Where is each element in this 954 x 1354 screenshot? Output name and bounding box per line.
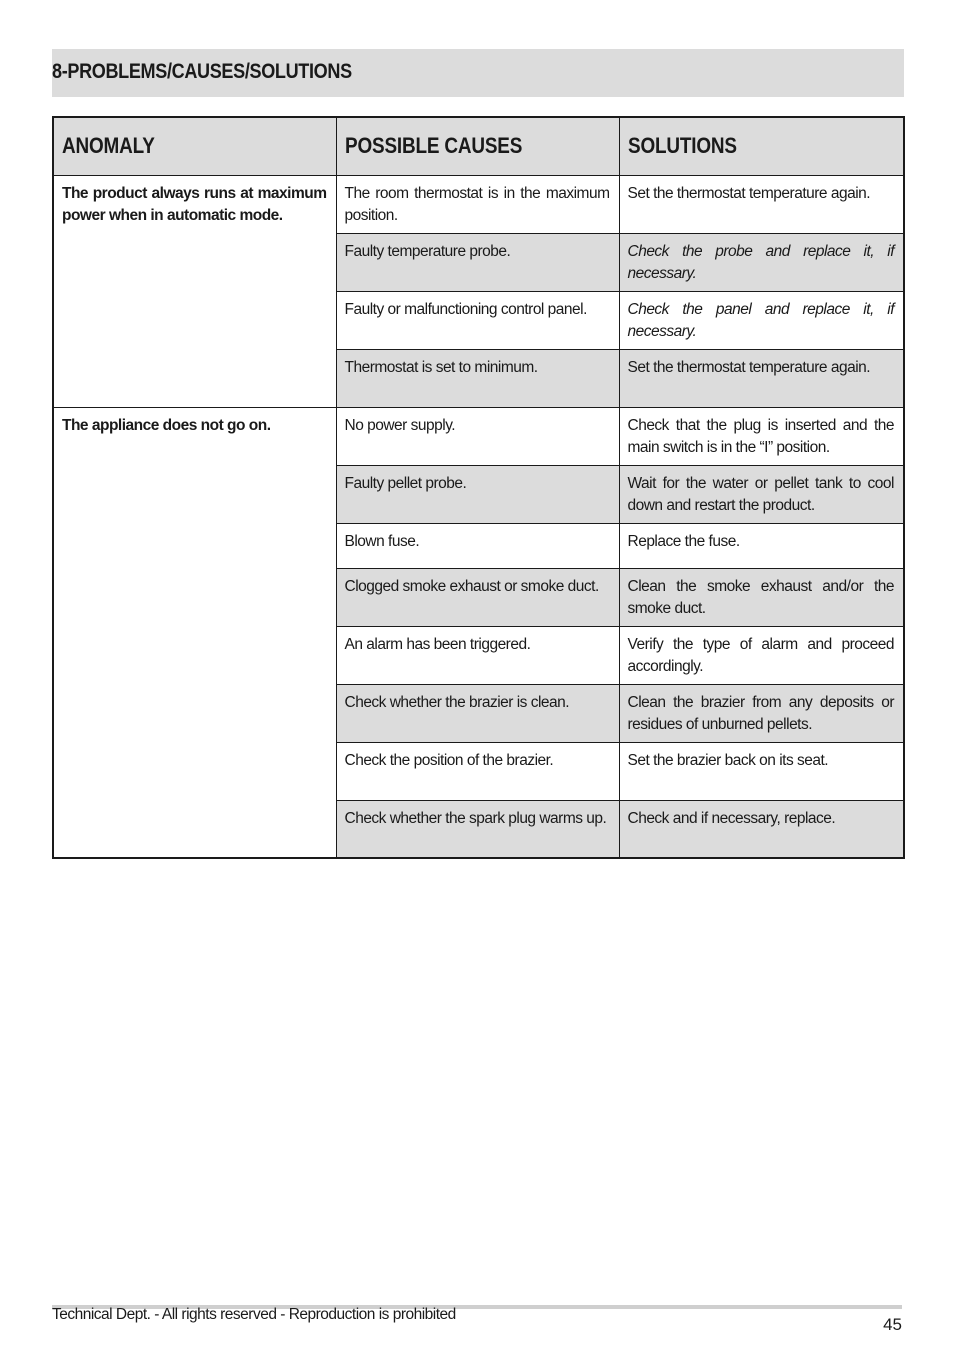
cause-cell: Faulty or malfunctioning control panel. <box>336 291 619 349</box>
solution-cell: Check and if necessary, replace. <box>619 800 904 858</box>
solution-cell: Check the panel and replace it, if necessary. <box>619 291 904 349</box>
solution-cell: Set the thermostat temperature again. <box>619 349 904 407</box>
cause-cell: No power supply. <box>336 407 619 465</box>
cause-cell: Check whether the spark plug warms up. <box>336 800 619 858</box>
cause-cell: Thermostat is set to minimum. <box>336 349 619 407</box>
anomaly-cell: The product always runs at maximum power when in automatic mode. <box>53 175 336 407</box>
solution-cell: Replace the fuse. <box>619 523 904 568</box>
cause-cell: Check the position of the brazier. <box>336 742 619 800</box>
solution-cell: Clean the smoke exhaust and/or the smoke duct. <box>619 568 904 626</box>
cause-cell: Check whether the brazier is clean. <box>336 684 619 742</box>
cause-cell: The room thermostat is in the maximum position. <box>336 175 619 233</box>
header-anomaly: ANOMALY <box>53 117 336 175</box>
page-number: 45 <box>883 1315 902 1334</box>
table-header-row <box>53 117 904 175</box>
solution-cell: Clean the brazier from any deposits or residues of unburned pellets. <box>619 684 904 742</box>
cause-cell: An alarm has been triggered. <box>336 626 619 684</box>
solution-cell: Verify the type of alarm and proceed accordingly. <box>619 626 904 684</box>
cause-cell: Faulty temperature probe. <box>336 233 619 291</box>
cause-cell: Faulty pellet probe. <box>336 465 619 523</box>
header-solutions: SOLUTIONS <box>619 117 904 175</box>
header-possible-causes: POSSIBLE CAUSES <box>336 117 619 175</box>
solution-cell: Set the thermostat temperature again. <box>619 175 904 233</box>
table-row <box>53 407 904 465</box>
section-title: 8-PROBLEMS/CAUSES/SOLUTIONS <box>52 60 352 83</box>
cause-cell: Clogged smoke exhaust or smoke duct. <box>336 568 619 626</box>
footer-copyright: Technical Dept. - All rights reserved - Reproduction is prohibited <box>52 1306 456 1323</box>
section-header-bar <box>52 49 904 97</box>
solution-cell: Check that the plug is inserted and the main switch is in the “I” position. <box>619 407 904 465</box>
solution-cell: Wait for the water or pellet tank to cool down and restart the product. <box>619 465 904 523</box>
table-row <box>53 175 904 233</box>
solution-cell: Check the probe and replace it, if necessary. <box>619 233 904 291</box>
solution-cell: Set the brazier back on its seat. <box>619 742 904 800</box>
cause-cell: Blown fuse. <box>336 523 619 568</box>
anomaly-cell: The appliance does not go on. <box>53 407 336 858</box>
troubleshooting-table <box>52 116 905 859</box>
